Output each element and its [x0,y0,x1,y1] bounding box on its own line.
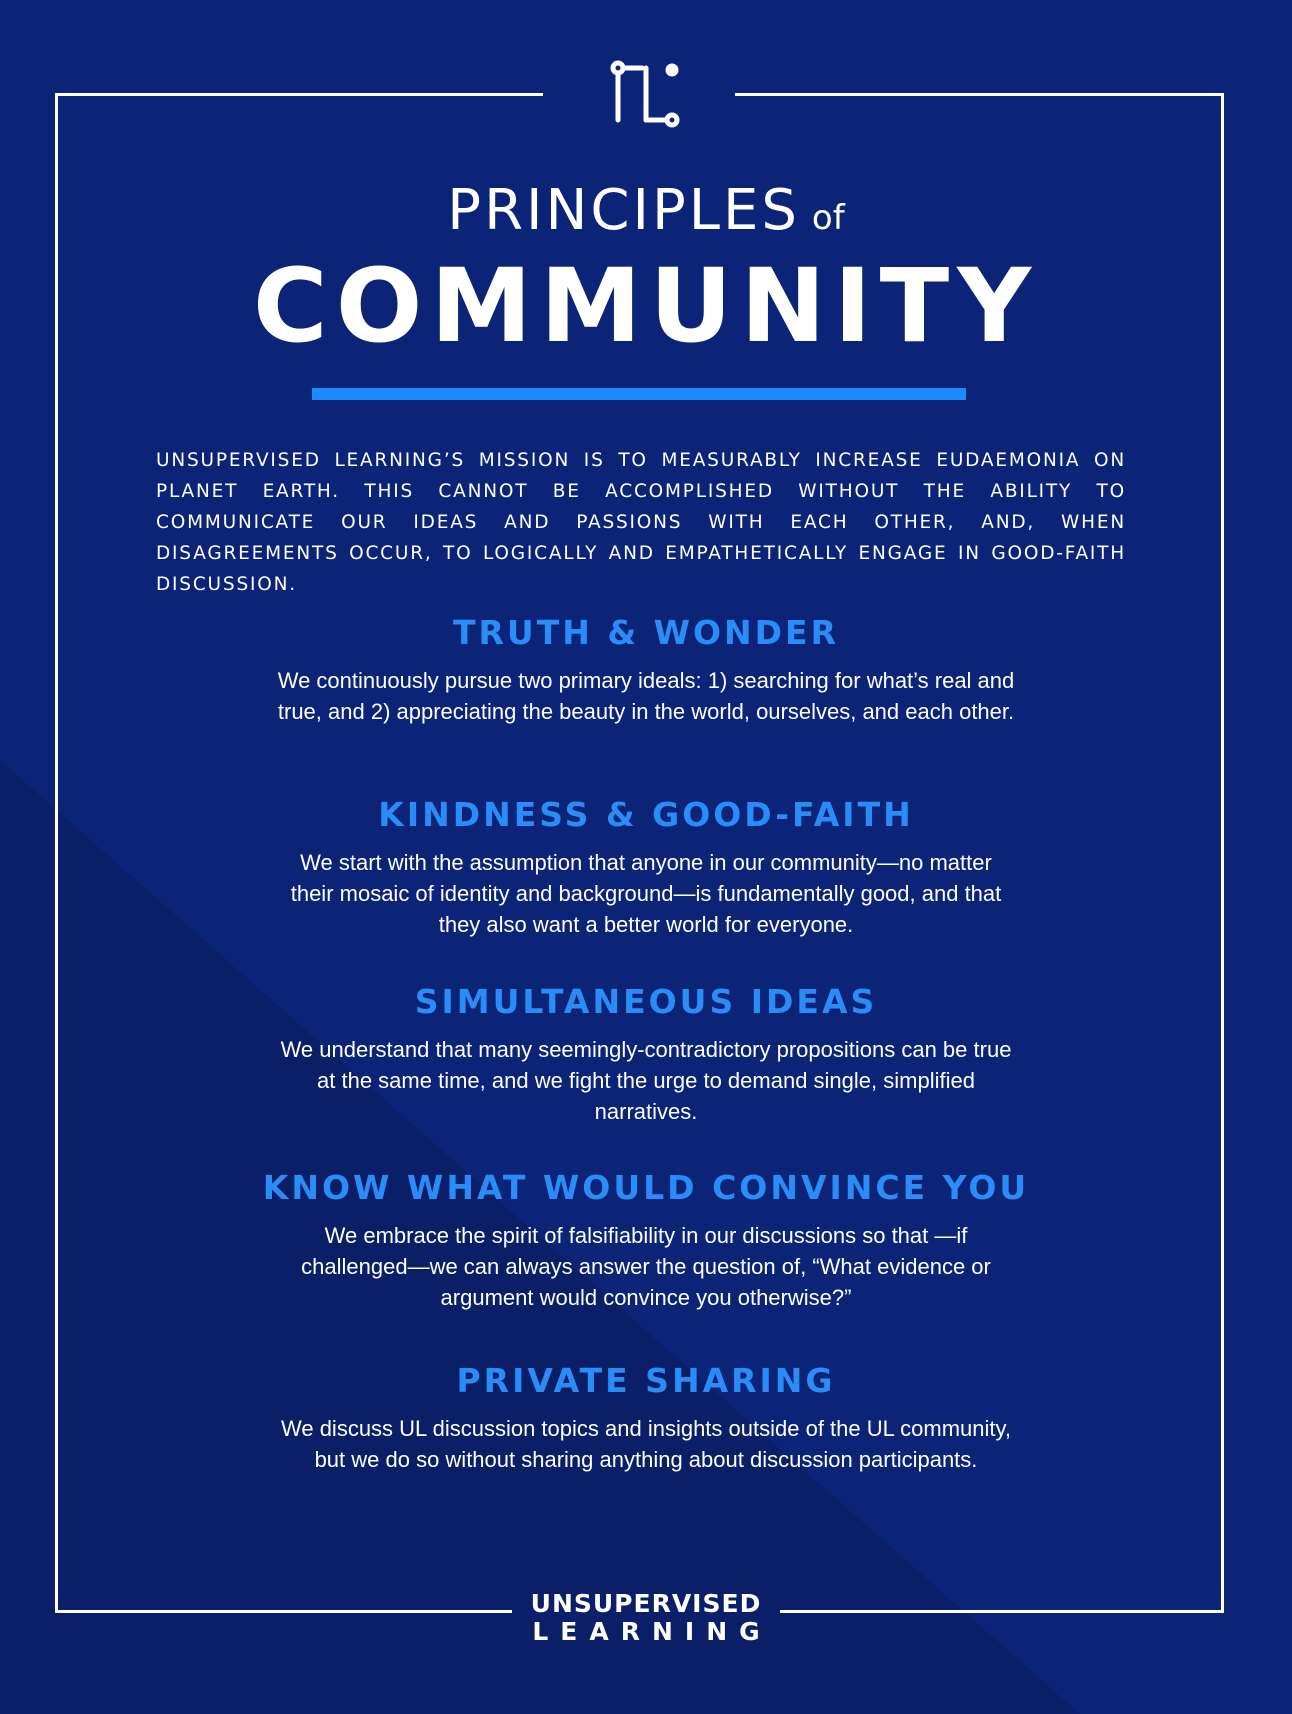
principle-body: We continuously pursue two primary ideals: 1) searching for what’s real and true, and 2) appreciating the beauty in the world, ourselves, and each other. [277,668,1015,724]
principle-title: PRIVATE SHARING [456,1361,836,1400]
principle-know-what-would-convince-you [180,1168,1112,1313]
principle-private-sharing [180,1361,1112,1475]
footer-brand-logo [0,1590,1292,1646]
principle-body: We embrace the spirit of falsifiability in our discussions so that —if challenged—we can always answer the question of, “What evidence or argument would convince you otherwise?” [301,1223,991,1310]
ul-logo-icon [608,58,682,132]
principle-truth-wonder [180,613,1112,727]
mission-statement: UNSUPERVISED LEARNING’S MISSION IS TO MEASURABLY INCREASE EUDAEMONIA ON PLANET EARTH. THIS CANNOT BE ACCOMPLISHED WITHOUT THE ABILITY TO COMMUNICATE OUR IDEAS AND PASSIONS WITH EACH OTHER, AND, WHEN DISAGREEMENTS OCCUR, TO LOGICALLY AND EMPATHETICALLY ENGAGE IN GOOD-FAITH DISCUSSION. [156,450,1126,595]
footer-brand-line1: UNSUPERVISED [530,1589,762,1618]
principle-body: We understand that many seemingly-contradictory propositions can be true at the same time, and we fight the urge to demand single, simplified narratives. [280,1037,1012,1124]
principle-simultaneous-ideas [180,982,1112,1127]
title-underline-bar [312,388,966,400]
principle-body: We discuss UL discussion topics and insights outside of the UL community, but we do so without sharing anything about discussion participants. [280,1416,1011,1472]
principle-kindness-good-faith [180,795,1112,940]
principle-body: We start with the assumption that anyone in our community—no matter their mosaic of identity and background—is fundamentally good, and that they also want a better world for everyone. [290,850,1002,937]
title-principles: PRINCIPLES [447,178,800,243]
title-of: of [811,198,845,238]
principle-title: SIMULTANEOUS IDEAS [414,982,878,1021]
title-principles-of [0,178,1292,243]
principle-title: KINDNESS & GOOD-FAITH [378,795,914,834]
page-title: COMMUNITY [252,247,1040,366]
principle-title: TRUTH & WONDER [452,613,840,652]
footer-brand-line2: LEARNING [532,1617,772,1646]
principle-title: KNOW WHAT WOULD CONVINCE YOU [262,1168,1030,1207]
